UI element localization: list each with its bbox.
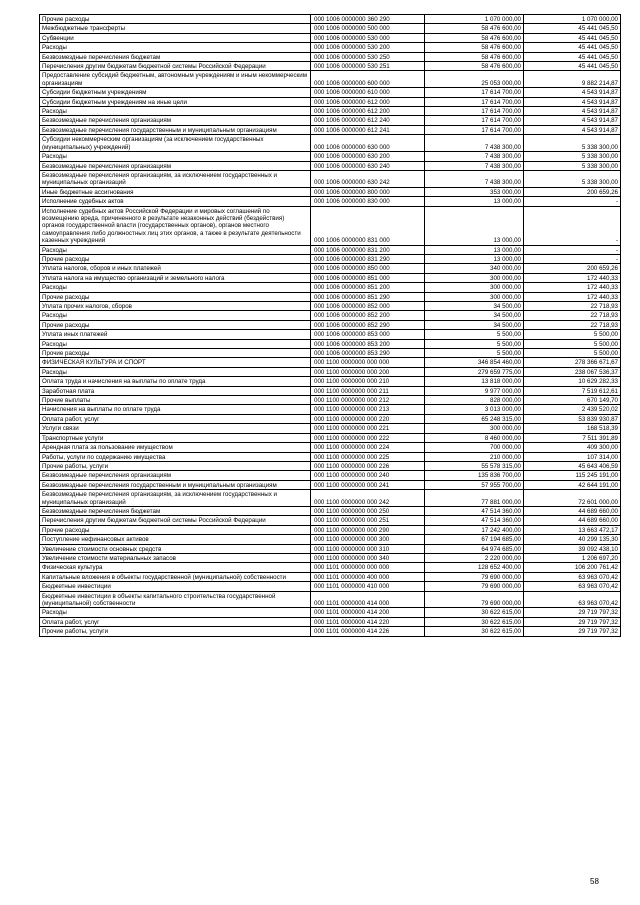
row-fact-cell: 7 519 612,61 xyxy=(524,386,621,395)
row-code-cell: 000 1101 0000000 414 226 xyxy=(311,627,425,636)
row-code-cell: 000 1006 0000000 612 240 xyxy=(311,116,425,125)
row-plan-cell: 13 000,00 xyxy=(425,254,524,263)
row-plan-cell: 135 836 700,00 xyxy=(425,471,524,480)
row-plan-cell: 5 500,00 xyxy=(425,339,524,348)
row-fact-cell: 63 963 070,42 xyxy=(524,582,621,591)
row-name-cell: Прочие расходы xyxy=(40,292,311,301)
table-row xyxy=(40,170,621,187)
row-name-cell: Услуги связи xyxy=(40,424,311,433)
row-plan-cell: 30 622 615,00 xyxy=(425,608,524,617)
row-plan-cell: 77 881 000,00 xyxy=(425,490,524,507)
row-name-cell: Прочие работы, услуги xyxy=(40,461,311,470)
row-name-cell: Прочие расходы xyxy=(40,15,311,24)
table-row xyxy=(40,161,621,170)
table-row xyxy=(40,490,621,507)
table-row xyxy=(40,617,621,626)
row-plan-cell: 7 438 300,00 xyxy=(425,161,524,170)
table-row xyxy=(40,433,621,442)
row-fact-cell: - xyxy=(524,245,621,254)
row-plan-cell: 17 242 400,00 xyxy=(425,525,524,534)
row-fact-cell: 5 500,00 xyxy=(524,330,621,339)
row-code-cell: 000 1006 0000000 852 000 xyxy=(311,302,425,311)
row-plan-cell: 300 000,00 xyxy=(425,424,524,433)
row-code-cell: 000 1100 0000000 000 212 xyxy=(311,396,425,405)
row-name-cell: Расходы xyxy=(40,43,311,52)
row-name-cell: Уплата иных платежей xyxy=(40,330,311,339)
row-fact-cell: 4 543 914,87 xyxy=(524,107,621,116)
row-code-cell: 000 1006 0000000 600 000 xyxy=(311,71,425,88)
row-name-cell: Безвозмездные перечисления организациям, за исключением государственных и муниципальных организаций xyxy=(40,170,311,187)
table-body xyxy=(40,15,621,637)
row-plan-cell: 58 476 600,00 xyxy=(425,33,524,42)
row-fact-cell: 13 663 472,17 xyxy=(524,525,621,534)
row-plan-cell: 700 000,00 xyxy=(425,443,524,452)
row-code-cell: 000 1100 0000000 000 251 xyxy=(311,516,425,525)
table-row xyxy=(40,97,621,106)
row-name-cell: Заработная плата xyxy=(40,386,311,395)
row-code-cell: 000 1006 0000000 612 200 xyxy=(311,107,425,116)
row-plan-cell: 1 070 000,00 xyxy=(425,15,524,24)
page-number: 58 xyxy=(590,877,599,886)
row-plan-cell: 13 818 000,00 xyxy=(425,377,524,386)
row-code-cell: 000 1100 0000000 000 241 xyxy=(311,480,425,489)
table-row xyxy=(40,292,621,301)
row-name-cell: Оплата работ, услуг xyxy=(40,414,311,423)
row-fact-cell: 1 070 000,00 xyxy=(524,15,621,24)
table-row xyxy=(40,443,621,452)
row-name-cell: Работы, услуги по содержанию имущества xyxy=(40,452,311,461)
table-row xyxy=(40,15,621,24)
row-fact-cell: 45 441 045,50 xyxy=(524,43,621,52)
row-plan-cell: 9 977 000,00 xyxy=(425,386,524,395)
table-row xyxy=(40,24,621,33)
row-plan-cell: 65 248 315,00 xyxy=(425,414,524,423)
row-fact-cell: 4 543 914,87 xyxy=(524,97,621,106)
row-fact-cell: 670 149,70 xyxy=(524,396,621,405)
row-name-cell: Прочие расходы xyxy=(40,254,311,263)
row-code-cell: 000 1006 0000000 830 000 xyxy=(311,197,425,206)
row-name-cell: Уплата прочих налогов, сборов xyxy=(40,302,311,311)
row-name-cell: ФИЗИЧЕСКАЯ КУЛЬТУРА И СПОРТ xyxy=(40,358,311,367)
table-row xyxy=(40,506,621,515)
row-code-cell: 000 1006 0000000 853 200 xyxy=(311,339,425,348)
row-fact-cell: 63 963 070,42 xyxy=(524,591,621,608)
row-fact-cell: 72 601 000,00 xyxy=(524,490,621,507)
row-name-cell: Уплата налогов, сборов и иных платежей xyxy=(40,264,311,273)
row-fact-cell: - xyxy=(524,254,621,263)
row-fact-cell: 5 338 300,00 xyxy=(524,135,621,152)
row-code-cell: 000 1006 0000000 630 242 xyxy=(311,170,425,187)
table-row xyxy=(40,386,621,395)
row-code-cell: 000 1101 0000000 414 200 xyxy=(311,608,425,617)
row-code-cell: 000 1100 0000000 000 221 xyxy=(311,424,425,433)
row-name-cell: Безвозмездные перечисления организациям xyxy=(40,161,311,170)
row-fact-cell: 44 689 660,00 xyxy=(524,516,621,525)
table-row xyxy=(40,572,621,581)
row-plan-cell: 34 500,00 xyxy=(425,302,524,311)
table-row xyxy=(40,461,621,470)
row-plan-cell: 30 622 615,00 xyxy=(425,627,524,636)
row-code-cell: 000 1006 0000000 360 290 xyxy=(311,15,425,24)
row-plan-cell: 340 000,00 xyxy=(425,264,524,273)
table-row xyxy=(40,135,621,152)
row-name-cell: Расходы xyxy=(40,339,311,348)
row-name-cell: Расходы xyxy=(40,152,311,161)
row-code-cell: 000 1006 0000000 851 000 xyxy=(311,273,425,282)
row-name-cell: Прочие расходы xyxy=(40,349,311,358)
table-row xyxy=(40,480,621,489)
row-fact-cell: 172 440,33 xyxy=(524,273,621,282)
row-plan-cell: 300 000,00 xyxy=(425,292,524,301)
table-row xyxy=(40,125,621,134)
row-code-cell: 000 1006 0000000 851 200 xyxy=(311,283,425,292)
row-fact-cell: 40 299 135,30 xyxy=(524,535,621,544)
row-plan-cell: 2 220 000,00 xyxy=(425,553,524,562)
row-code-cell: 000 1006 0000000 612 241 xyxy=(311,125,425,134)
row-name-cell: Перечисления другим бюджетам бюджетной системы Российской Федерации xyxy=(40,62,311,71)
row-fact-cell: 5 338 300,00 xyxy=(524,152,621,161)
row-plan-cell: 64 974 685,00 xyxy=(425,544,524,553)
table-row xyxy=(40,591,621,608)
row-name-cell: Оплата труда и начисления на выплаты по оплате труда xyxy=(40,377,311,386)
row-fact-cell: 106 200 761,42 xyxy=(524,563,621,572)
row-code-cell: 000 1006 0000000 630 200 xyxy=(311,152,425,161)
row-fact-cell: 29 719 797,32 xyxy=(524,627,621,636)
row-code-cell: 000 1006 0000000 831 000 xyxy=(311,206,425,245)
table-row xyxy=(40,254,621,263)
row-name-cell: Предоставление субсидий бюджетным, автономным учреждениям и иным некоммерческим организациям xyxy=(40,71,311,88)
table-row xyxy=(40,43,621,52)
row-name-cell: Прочие расходы xyxy=(40,525,311,534)
row-fact-cell: 63 963 070,42 xyxy=(524,572,621,581)
row-name-cell: Расходы xyxy=(40,245,311,254)
row-code-cell: 000 1100 0000000 000 300 xyxy=(311,535,425,544)
row-code-cell: 000 1101 0000000 414 220 xyxy=(311,617,425,626)
row-name-cell: Бюджетные инвестиции xyxy=(40,582,311,591)
row-code-cell: 000 1006 0000000 852 200 xyxy=(311,311,425,320)
row-code-cell: 000 1006 0000000 850 000 xyxy=(311,264,425,273)
row-plan-cell: 3 013 000,00 xyxy=(425,405,524,414)
row-code-cell: 000 1100 0000000 000 226 xyxy=(311,461,425,470)
row-code-cell: 000 1100 0000000 000 211 xyxy=(311,386,425,395)
row-name-cell: Расходы xyxy=(40,608,311,617)
row-name-cell: Поступление нефинансовых активов xyxy=(40,535,311,544)
table-row xyxy=(40,608,621,617)
row-name-cell: Безвозмездные перечисления бюджетам xyxy=(40,52,311,61)
row-plan-cell: 17 614 700,00 xyxy=(425,97,524,106)
table-row xyxy=(40,33,621,42)
table-row xyxy=(40,627,621,636)
row-code-cell: 000 1006 0000000 831 200 xyxy=(311,245,425,254)
row-name-cell: Прочие работы, услуги xyxy=(40,627,311,636)
row-name-cell: Субсидии бюджетным учреждениям на иные цели xyxy=(40,97,311,106)
row-name-cell: Расходы xyxy=(40,283,311,292)
row-name-cell: Расходы xyxy=(40,107,311,116)
row-plan-cell: 17 614 700,00 xyxy=(425,116,524,125)
row-plan-cell: 13 000,00 xyxy=(425,197,524,206)
table-row xyxy=(40,367,621,376)
row-fact-cell: 172 440,33 xyxy=(524,283,621,292)
row-code-cell: 000 1100 0000000 000 210 xyxy=(311,377,425,386)
row-code-cell: 000 1006 0000000 610 000 xyxy=(311,88,425,97)
row-plan-cell: 58 476 600,00 xyxy=(425,62,524,71)
row-code-cell: 000 1006 0000000 831 290 xyxy=(311,254,425,263)
row-code-cell: 000 1101 0000000 400 000 xyxy=(311,572,425,581)
row-plan-cell: 25 053 000,00 xyxy=(425,71,524,88)
table-row xyxy=(40,71,621,88)
row-name-cell: Оплата работ, услуг xyxy=(40,617,311,626)
row-code-cell: 000 1006 0000000 530 200 xyxy=(311,43,425,52)
row-fact-cell: 45 441 045,50 xyxy=(524,62,621,71)
row-code-cell: 000 1100 0000000 000 340 xyxy=(311,553,425,562)
row-plan-cell: 79 690 000,00 xyxy=(425,572,524,581)
row-plan-cell: 67 194 685,00 xyxy=(425,535,524,544)
table-row xyxy=(40,582,621,591)
row-plan-cell: 13 000,00 xyxy=(425,245,524,254)
table-row xyxy=(40,197,621,206)
table-row xyxy=(40,563,621,572)
row-name-cell: Исполнение судебных актов xyxy=(40,197,311,206)
row-code-cell: 000 1100 0000000 000 213 xyxy=(311,405,425,414)
row-fact-cell: 200 659,26 xyxy=(524,264,621,273)
row-code-cell: 000 1006 0000000 612 000 xyxy=(311,97,425,106)
row-fact-cell: 29 719 797,32 xyxy=(524,617,621,626)
row-name-cell: Расходы xyxy=(40,367,311,376)
row-fact-cell: 5 500,00 xyxy=(524,339,621,348)
row-code-cell: 000 1100 0000000 000 310 xyxy=(311,544,425,553)
row-code-cell: 000 1006 0000000 853 000 xyxy=(311,330,425,339)
table-row xyxy=(40,283,621,292)
table-row xyxy=(40,396,621,405)
table-row xyxy=(40,339,621,348)
row-code-cell: 000 1100 0000000 000 250 xyxy=(311,506,425,515)
table-row xyxy=(40,544,621,553)
row-plan-cell: 353 000,00 xyxy=(425,187,524,196)
row-plan-cell: 13 000,00 xyxy=(425,206,524,245)
row-fact-cell: 29 719 797,32 xyxy=(524,608,621,617)
row-code-cell: 000 1100 0000000 000 242 xyxy=(311,490,425,507)
row-plan-cell: 5 500,00 xyxy=(425,349,524,358)
row-plan-cell: 17 614 700,00 xyxy=(425,88,524,97)
row-fact-cell: 278 366 671,67 xyxy=(524,358,621,367)
row-code-cell: 000 1101 0000000 000 000 xyxy=(311,563,425,572)
row-fact-cell: 5 500,00 xyxy=(524,349,621,358)
row-fact-cell: 7 511 391,89 xyxy=(524,433,621,442)
row-fact-cell: 45 441 045,50 xyxy=(524,24,621,33)
table-row xyxy=(40,62,621,71)
row-plan-cell: 34 500,00 xyxy=(425,311,524,320)
table-row xyxy=(40,377,621,386)
row-name-cell: Иные бюджетные ассигнования xyxy=(40,187,311,196)
row-name-cell: Расходы xyxy=(40,311,311,320)
row-fact-cell: 238 067 536,37 xyxy=(524,367,621,376)
table-row xyxy=(40,311,621,320)
row-plan-cell: 47 514 360,00 xyxy=(425,506,524,515)
row-plan-cell: 7 438 300,00 xyxy=(425,170,524,187)
row-fact-cell: 22 718,93 xyxy=(524,320,621,329)
table-row xyxy=(40,525,621,534)
row-name-cell: Перечисления другим бюджетам бюджетной системы Российской Федерации xyxy=(40,516,311,525)
table-row xyxy=(40,187,621,196)
table-row xyxy=(40,206,621,245)
table-row xyxy=(40,535,621,544)
table-row xyxy=(40,52,621,61)
row-name-cell: Субвенции xyxy=(40,33,311,42)
row-fact-cell: 4 543 914,87 xyxy=(524,125,621,134)
table-row xyxy=(40,414,621,423)
row-name-cell: Увеличение стоимости основных средств xyxy=(40,544,311,553)
row-plan-cell: 55 578 315,00 xyxy=(425,461,524,470)
row-fact-cell: 22 718,93 xyxy=(524,302,621,311)
row-fact-cell: 200 659,26 xyxy=(524,187,621,196)
row-fact-cell: - xyxy=(524,197,621,206)
row-plan-cell: 58 476 600,00 xyxy=(425,52,524,61)
table-row xyxy=(40,245,621,254)
row-code-cell: 000 1006 0000000 851 290 xyxy=(311,292,425,301)
row-name-cell: Транспортные услуги xyxy=(40,433,311,442)
row-code-cell: 000 1006 0000000 853 290 xyxy=(311,349,425,358)
row-code-cell: 000 1006 0000000 530 000 xyxy=(311,33,425,42)
table-row xyxy=(40,152,621,161)
row-name-cell: Субсидии бюджетным учреждениям xyxy=(40,88,311,97)
row-plan-cell: 300 000,00 xyxy=(425,273,524,282)
row-fact-cell: 44 689 660,00 xyxy=(524,506,621,515)
row-name-cell: Арендная плата за пользование имуществом xyxy=(40,443,311,452)
row-plan-cell: 17 614 700,00 xyxy=(425,125,524,134)
row-fact-cell: 5 338 300,00 xyxy=(524,170,621,187)
row-plan-cell: 279 659 775,00 xyxy=(425,367,524,376)
row-fact-cell: 409 300,00 xyxy=(524,443,621,452)
row-name-cell: Прочие выплаты xyxy=(40,396,311,405)
row-code-cell: 000 1006 0000000 630 000 xyxy=(311,135,425,152)
row-code-cell: 000 1006 0000000 852 290 xyxy=(311,320,425,329)
row-fact-cell: 1 206 697,20 xyxy=(524,553,621,562)
table-row xyxy=(40,349,621,358)
row-plan-cell: 7 438 300,00 xyxy=(425,152,524,161)
row-fact-cell: 10 629 282,33 xyxy=(524,377,621,386)
row-name-cell: Физическая культура xyxy=(40,563,311,572)
row-plan-cell: 5 500,00 xyxy=(425,330,524,339)
row-fact-cell: 22 718,93 xyxy=(524,311,621,320)
row-plan-cell: 30 622 615,00 xyxy=(425,617,524,626)
table-row xyxy=(40,264,621,273)
row-plan-cell: 57 955 700,00 xyxy=(425,480,524,489)
row-name-cell: Межбюджетные трансферты xyxy=(40,24,311,33)
row-plan-cell: 7 438 300,00 xyxy=(425,135,524,152)
row-name-cell: Безвозмездные перечисления организациям, за исключением государственных и муниципальных организаций xyxy=(40,490,311,507)
row-fact-cell: 2 439 520,02 xyxy=(524,405,621,414)
table-row xyxy=(40,471,621,480)
row-plan-cell: 828 000,00 xyxy=(425,396,524,405)
row-name-cell: Увеличение стоимости материальных запасов xyxy=(40,553,311,562)
row-code-cell: 000 1100 0000000 000 000 xyxy=(311,358,425,367)
row-fact-cell: 115 245 191,00 xyxy=(524,471,621,480)
row-fact-cell: 107 314,00 xyxy=(524,452,621,461)
row-name-cell: Начисления на выплаты по оплате труда xyxy=(40,405,311,414)
row-code-cell: 000 1100 0000000 000 222 xyxy=(311,433,425,442)
row-fact-cell: 5 338 300,00 xyxy=(524,161,621,170)
row-plan-cell: 300 000,00 xyxy=(425,283,524,292)
row-code-cell: 000 1100 0000000 000 200 xyxy=(311,367,425,376)
row-name-cell: Безвозмездные перечисления организациям xyxy=(40,116,311,125)
row-fact-cell: 53 839 930,87 xyxy=(524,414,621,423)
row-plan-cell: 58 476 600,00 xyxy=(425,43,524,52)
row-code-cell: 000 1100 0000000 000 225 xyxy=(311,452,425,461)
row-fact-cell: 45 441 045,50 xyxy=(524,52,621,61)
row-code-cell: 000 1100 0000000 000 240 xyxy=(311,471,425,480)
table-row xyxy=(40,424,621,433)
row-plan-cell: 79 690 000,00 xyxy=(425,582,524,591)
row-name-cell: Бюджетные инвестиции в объекты капитального строительства государственной (муниципальной) собственности xyxy=(40,591,311,608)
row-fact-cell: 45 441 045,50 xyxy=(524,33,621,42)
row-name-cell: Безвозмездные перечисления бюджетам xyxy=(40,506,311,515)
row-code-cell: 000 1006 0000000 630 240 xyxy=(311,161,425,170)
row-plan-cell: 47 514 360,00 xyxy=(425,516,524,525)
row-name-cell: Уплата налога на имущество организаций и земельного налога xyxy=(40,273,311,282)
row-name-cell: Капитальные вложения в объекты государственной (муниципальной) собственности xyxy=(40,572,311,581)
row-name-cell: Субсидии некоммерческим организациям (за исключением государственных (муниципальных) учреждений) xyxy=(40,135,311,152)
row-code-cell: 000 1006 0000000 530 250 xyxy=(311,52,425,61)
row-fact-cell: 45 643 406,59 xyxy=(524,461,621,470)
table-row xyxy=(40,88,621,97)
table-row xyxy=(40,330,621,339)
table-row xyxy=(40,358,621,367)
table-row xyxy=(40,553,621,562)
row-plan-cell: 79 690 000,00 xyxy=(425,591,524,608)
row-plan-cell: 210 000,00 xyxy=(425,452,524,461)
row-name-cell: Безвозмездные перечисления государственным и муниципальным организациям xyxy=(40,480,311,489)
row-plan-cell: 346 854 460,00 xyxy=(425,358,524,367)
row-plan-cell: 58 476 600,00 xyxy=(425,24,524,33)
table-row xyxy=(40,107,621,116)
table-row xyxy=(40,320,621,329)
table-row xyxy=(40,302,621,311)
row-code-cell: 000 1100 0000000 000 220 xyxy=(311,414,425,423)
table-row xyxy=(40,516,621,525)
row-plan-cell: 17 614 700,00 xyxy=(425,107,524,116)
row-name-cell: Исполнение судебных актов Российской Федерации и мировых соглашений по возмещению вреда, причиненного в результате незаконных действий (бездействия) органов государственной власти (государственных органов), органов местного самоуправления либо должностных лиц этих органов, а также в результате деятельности казенных учреждений xyxy=(40,206,311,245)
budget-execution-table xyxy=(39,14,621,637)
row-code-cell: 000 1006 0000000 800 000 xyxy=(311,187,425,196)
row-fact-cell: 42 644 191,00 xyxy=(524,480,621,489)
row-code-cell: 000 1101 0000000 410 000 xyxy=(311,582,425,591)
row-fact-cell: 4 543 914,87 xyxy=(524,116,621,125)
row-fact-cell: 4 543 914,87 xyxy=(524,88,621,97)
row-code-cell: 000 1100 0000000 000 290 xyxy=(311,525,425,534)
row-code-cell: 000 1006 0000000 530 251 xyxy=(311,62,425,71)
row-fact-cell: 9 882 214,87 xyxy=(524,71,621,88)
row-code-cell: 000 1006 0000000 500 000 xyxy=(311,24,425,33)
table-row xyxy=(40,116,621,125)
table-row xyxy=(40,273,621,282)
row-code-cell: 000 1101 0000000 414 000 xyxy=(311,591,425,608)
table-row xyxy=(40,452,621,461)
row-name-cell: Безвозмездные перечисления государственным и муниципальным организациям xyxy=(40,125,311,134)
row-fact-cell: 168 518,39 xyxy=(524,424,621,433)
row-plan-cell: 8 460 000,00 xyxy=(425,433,524,442)
row-plan-cell: 34 500,00 xyxy=(425,320,524,329)
table-row xyxy=(40,405,621,414)
row-name-cell: Прочие расходы xyxy=(40,320,311,329)
row-code-cell: 000 1100 0000000 000 224 xyxy=(311,443,425,452)
row-fact-cell: - xyxy=(524,206,621,245)
row-fact-cell: 39 092 438,10 xyxy=(524,544,621,553)
row-plan-cell: 128 652 400,00 xyxy=(425,563,524,572)
row-name-cell: Безвозмездные перечисления организациям xyxy=(40,471,311,480)
row-fact-cell: 172 440,33 xyxy=(524,292,621,301)
